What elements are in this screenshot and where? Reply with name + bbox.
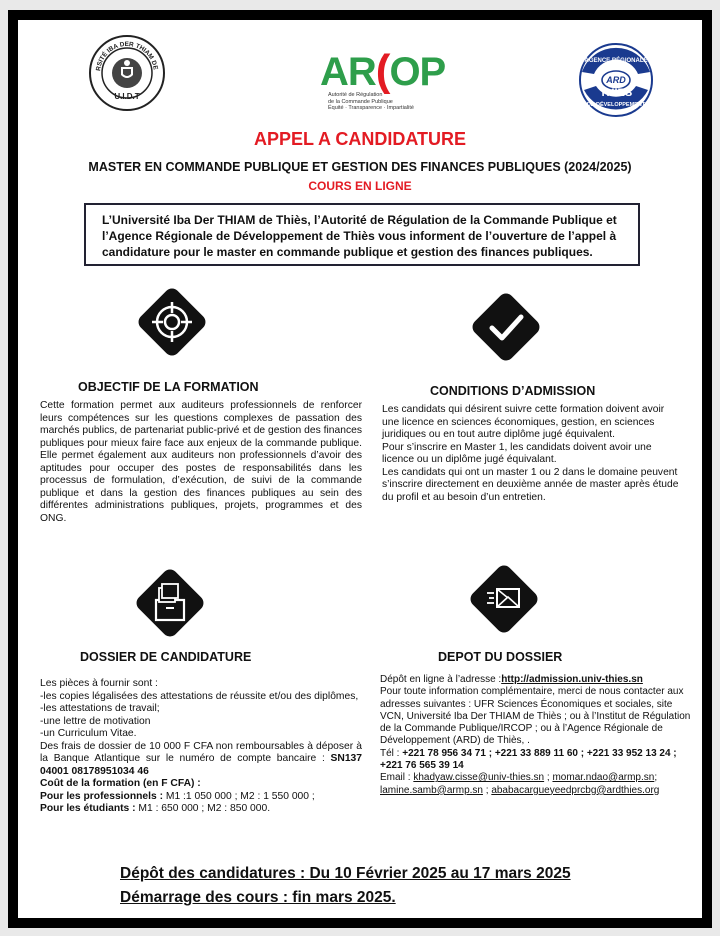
dossier-line: -une lettre de motivation [40, 715, 151, 727]
email-line: Email : khadyaw.cisse@univ-thies.sn ; momar.ndao@armp.sn; lamine.samb@armp.sn ; ababacargueyeedprcbg@ardthies.org [380, 772, 660, 796]
conditions-heading: CONDITIONS D’ADMISSION [430, 384, 596, 398]
ard-thies-logo [578, 42, 654, 118]
objectif-heading: OBJECTIF DE LA FORMATION [78, 380, 259, 394]
file-box-icon [131, 564, 209, 642]
online-line [380, 674, 698, 686]
target-icon [133, 283, 211, 361]
checkmark-icon [467, 288, 545, 366]
cost-label: Coût de la formation (en F CFA) : [40, 778, 201, 789]
envelope-icon [465, 560, 543, 638]
stu-value: M1 : 650 000 ; M2 : 850 000. [138, 803, 271, 814]
pro-value: M1 :1 050 000 ; M2 : 1 550 000 ; [165, 790, 315, 802]
email-link[interactable]: ababacargueyeedprcbg@ardthies.org [491, 784, 660, 796]
tel-line [380, 748, 698, 773]
dossier-line: -un Curriculum Vitae. [40, 728, 137, 739]
email-link[interactable]: khadyaw.cisse@univ-thies.sn [413, 772, 545, 784]
arcop-logo: AR(OP Autorité de Régulation de la Commande Publique Équité · Transparence · Impartialité [320, 46, 446, 111]
stu-cost [40, 803, 362, 816]
page-title: APPEL A CANDIDATURE [253, 129, 466, 149]
uidt-logo [88, 34, 166, 112]
tel-values: +221 78 956 34 71 ; +221 33 889 11 60 ; +221 33 952 13 24 ; +221 76 565 39 14 [380, 747, 677, 772]
ard-mid-text: ARD [606, 75, 626, 85]
intro-box: L’Université Iba Der THIAM de Thiès, l’Autorité de Régulation de la Commande Publique et l’Agence Régionale de Développement de Thiès vous informent de l’ouverture de l’appel à candidature pour le master en commande publique et gestion des finances publiques. [84, 203, 640, 266]
application-dates: Dépôt des candidatures : Du 10 Février 2025 au 17 mars 2025 [120, 865, 571, 882]
dossier-fees [40, 741, 362, 779]
online-link[interactable]: http://admission.univ-thies.sn [501, 674, 643, 685]
dossier-line: Les pièces à fournir sont : [40, 678, 158, 689]
arcop-subtitle: Autorité de Régulation de la Commande Publique Équité · Transparence · Impartialité [328, 92, 414, 111]
pro-cost [40, 791, 362, 804]
bank-account: SN137 04001 08178951034 46 [40, 753, 362, 777]
email-link[interactable]: momar.ndao@armp.sn [552, 772, 655, 784]
email-link[interactable]: lamine.samb@armp.sn [380, 784, 483, 796]
tel-label: Tél : [380, 747, 403, 759]
uidt-bottom-text: U.I.D.T [114, 92, 140, 101]
ard-city-text: THIES [599, 87, 633, 99]
dossier-line: -les copies légalisées des attestations de réussite et/ou des diplômes, [40, 690, 359, 702]
objectif-text: Cette formation permet aux auditeurs professionnels de renforcer leurs compétences sur les questions complexes de passation des marchés publics, de partenariat public-privé et de gestion des finances publiques pour mieux faire face aux enjeux de la commande publique. Elle permet également aux auditeurs non professionnels d’avoir des aptitudes pour occuper des postes de responsabilités dans les processus de formulation, d’exécution, de suivi de la commande publique et dans la gestion des finances publiques au sein des différentes administrations publiques, projets, programmes et des ONG. [40, 400, 362, 524]
uidt-ring-text: RSITÉ IBA DER THIAM DE [95, 40, 159, 72]
dates-block [120, 862, 571, 910]
conditions-p2: Pour s’inscrire en Master 1, les candidats doivent avoir une licence ou un diplôme jugé équivalant. [382, 441, 652, 465]
poster-frame [8, 10, 712, 928]
course-start: Démarrage des cours : fin mars 2025. [120, 889, 396, 906]
fees-text: Des frais de dossier de 10 000 F CFA non remboursables à déposer à la Banque Atlantique sur le numéro de compte bancaire : [40, 740, 362, 764]
conditions-p1: Les candidats qui désirent suivre cette formation doivent avoir une licence en sciences économiques, gestion, en sciences juridiques ou en tout autre diplôme jugé équivalent. [382, 404, 665, 440]
online-label: Dépôt en ligne à l’adresse : [380, 674, 502, 685]
ard-bottom-text: DE DÉVELOPPEMENT [586, 102, 646, 108]
conditions-p3: Les candidats qui ont un master 1 ou 2 dans le domaine peuvent s’inscrire directement en deuxième année de master après étude du profil et au besoin d’un entretien. [382, 466, 679, 503]
depot-info: Pour toute information complémentaire, merci de nous contacter aux adresses suivantes : UFR Sciences Économiques et sociales, site VCN, Université Iba Der THIAM de Thiès ; ou à l’Institut de Régulation de la Commande Publique/IRCOP ; ou à l’Agence Régionale de Développement (ARD) de Thiès, . [380, 686, 691, 747]
depot-text [380, 674, 698, 797]
ard-top-text: AGENCE RÉGIONALE [584, 58, 648, 64]
stu-label: Pour les étudiants : [40, 803, 139, 814]
depot-heading: DEPOT DU DOSSIER [438, 650, 563, 664]
dossier-line: -les attestations de travail; [40, 703, 160, 714]
dossier-heading: DOSSIER DE CANDIDATURE [80, 650, 252, 664]
dossier-text [40, 678, 362, 816]
email-label: Email : [380, 772, 414, 784]
program-title: MASTER EN COMMANDE PUBLIQUE ET GESTION DES FINANCES PUBLIQUES (2024/2025) [88, 160, 632, 174]
conditions-text [382, 404, 682, 504]
poster-page [18, 20, 702, 918]
course-mode: COURS EN LIGNE [308, 179, 412, 193]
pro-label: Pour les professionnels : [40, 790, 166, 802]
